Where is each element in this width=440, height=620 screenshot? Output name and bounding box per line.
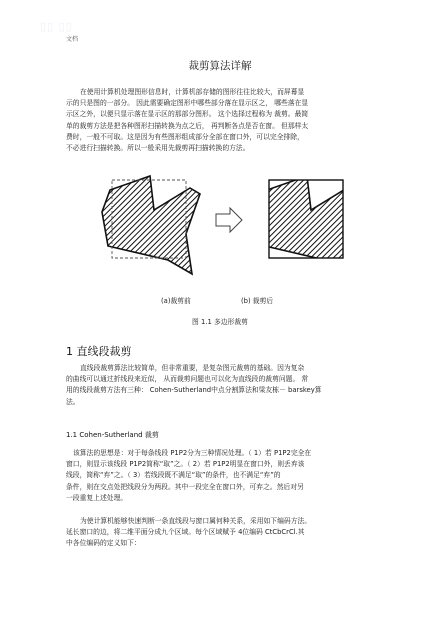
figure-caption-before: (a)裁剪前 [161, 297, 191, 305]
text-line: 示的只是图的一部分。 因此需要确定图形中哪些部分落在显示区之， 哪些落在显 [66, 99, 309, 108]
text-line: 直线段裁剪算法比较简单，但非常重要，是复杂图元裁剪的基础。因为复杂 [80, 364, 305, 372]
text-line: 线段，简称“弃”之。（ 3）若线段既不满足“取”的条件，也不满足“弃”的 [66, 471, 281, 480]
figure-title: 图 1.1 多边形裁剪 [192, 318, 248, 326]
section11-paragraph [66, 448, 384, 504]
text-line: 的曲线可以通过折线段来近似， 从而裁剪问题也可以化为直线段的裁剪问题。 常 [66, 375, 309, 384]
text-line: 为使计算机能够快速判断一条直线段与窗口属何种关系，采用如下编码方法。 [80, 517, 312, 525]
section-heading: 1 直线段裁剪 [66, 345, 132, 358]
polygon-after [259, 176, 350, 274]
text-line: 窗口，则显示该线段 P1P2简称“取”之。（ 2）若 P1P2明显在窗口外，则丢弃该 [66, 460, 305, 469]
polygon-before [102, 176, 200, 274]
figure-caption-after: (b) 裁剪后 [241, 297, 274, 305]
text-line: 在使用计算机处理图形信息时，计算机部存储的图形往往比较大，而屏幕显 [80, 88, 305, 96]
figure-svg [98, 170, 350, 280]
text-line: 该算法的思想是：对于每条线段 P1P2分为三种情况处理。（ 1）若 P1P2完全在 [73, 449, 312, 457]
document-label: 文档 [66, 36, 79, 43]
text-line: 延长窗口的边，将二维平面分成九个区域。每个区域赋予 4位编码 CtCbCrCl.其 [66, 528, 305, 537]
text-line: 一段重复上述处理。 [66, 493, 128, 502]
text-line: 单的裁剪方法是把各种图形扫描转换为点之后， 再判断各点是否在窗。 但那样太 [66, 121, 309, 130]
text-line: 示区之外，以便只显示落在显示区的那部分图形。 这个选择过程称为 裁剪。最简 [66, 110, 309, 119]
text-line: 用的线段裁剪方法有三种： Cohen-Sutherland中点分割算法和梁友栋－ barskey算 [66, 386, 322, 395]
text-line: 不必进行扫描转换。所以一般采用先裁剪再扫描转换的方法。 [66, 144, 250, 153]
arrow-icon [216, 208, 242, 232]
polygon-clipping-figure [98, 170, 350, 280]
section1-paragraph [66, 363, 384, 408]
page-title: 裁剪算法详解 [188, 60, 252, 72]
text-line: 中各位编码的定义如下： [66, 539, 141, 548]
intro-paragraph [66, 87, 384, 154]
text-line: 费时，一般不可取。这是因为有些图形组成部分全部在窗口外，可以完全排除， [66, 132, 304, 141]
text-line: 法。 [66, 397, 80, 406]
section11-paragraph-2 [66, 516, 384, 550]
text-line: 条件，则在交点处把线段分为两段。其中一段完全在窗口外，可弃之。然后对另 [66, 482, 304, 491]
watermark: ▯▯ ▯▯ [40, 20, 73, 33]
subsection-heading: 1.1 Cohen-Sutherland 裁剪 [66, 431, 159, 439]
